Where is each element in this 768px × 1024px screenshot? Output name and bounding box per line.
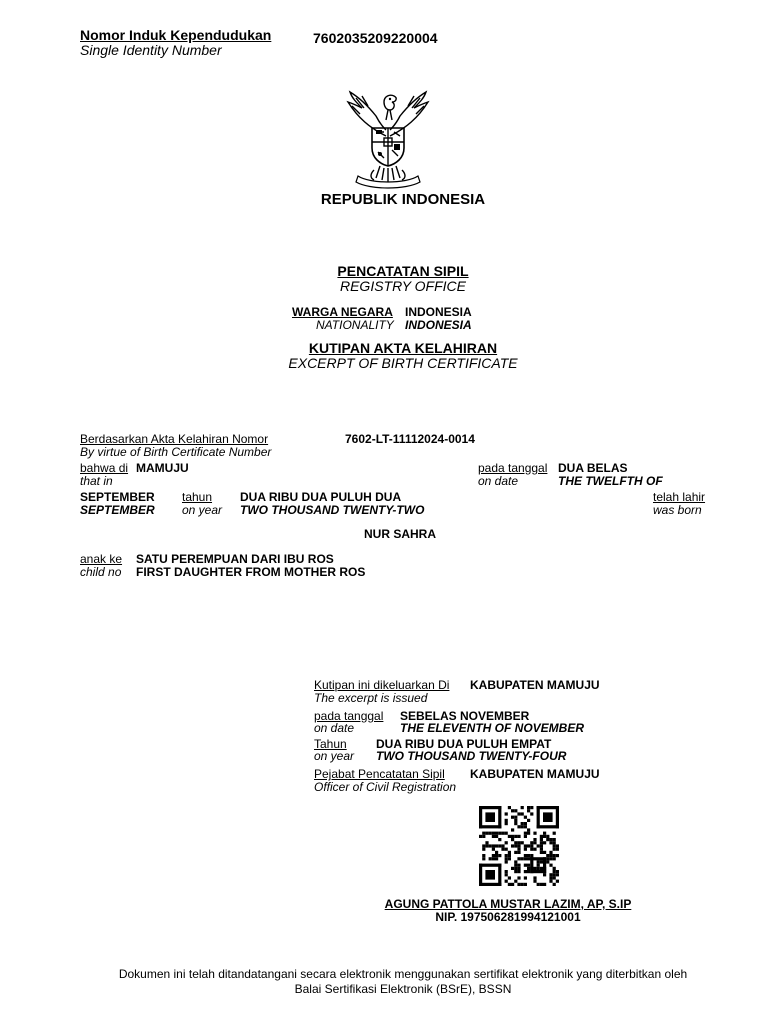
officer-label-en: Officer of Civil Registration (314, 780, 457, 794)
issue-year-value: DUA RIBU DUA PULUH EMPAT (376, 737, 552, 751)
officer-label: Pejabat Pencatatan Sipil (314, 767, 445, 781)
footer-note (0, 967, 768, 997)
child-name: NUR SAHRA (364, 527, 436, 541)
registry-office-label: PENCATATAN SIPIL (337, 263, 469, 279)
birth-year-label: tahun (182, 490, 213, 504)
basis-value: 7602-LT-11112024-0014 (345, 432, 475, 446)
issue-date-value: SEBELAS NOVEMBER (400, 709, 530, 723)
birth-day-value: DUA BELAS (558, 461, 628, 475)
document-title: KUTIPAN AKTA KELAHIRAN (308, 340, 498, 356)
issue-year-value-en: TWO THOUSAND TWENTY-FOUR (376, 749, 567, 763)
child-order-value: SATU PEREMPUAN DARI IBU ROS (136, 552, 334, 566)
issued-at-label: Kutipan ini dikeluarkan Di (314, 678, 450, 692)
basis-label: Berdasarkan Akta Kelahiran Nomor (80, 432, 269, 446)
issued-at-value: KABUPATEN MAMUJU (470, 678, 600, 692)
garuda-emblem-icon (340, 88, 436, 190)
nationality-label: WARGA NEGARA (292, 305, 393, 319)
issue-date-label-en: on date (314, 721, 355, 735)
signatory-nip: NIP. 197506281994121001 (435, 910, 581, 924)
birth-year-value-en: TWO THOUSAND TWENTY-TWO (240, 503, 425, 517)
nationality-label-en: NATIONALITY (316, 318, 394, 332)
issue-year-label-en: on year (314, 749, 355, 763)
birth-date-label-en: on date (478, 474, 519, 488)
nik-label-en: Single Identity Number (80, 42, 222, 58)
qr-code-icon[interactable] (479, 806, 559, 886)
birth-month-value-en: SEPTEMBER (80, 503, 155, 517)
republic-title: REPUBLIK INDONESIA (320, 191, 486, 208)
basis-label-en: By virtue of Birth Certificate Number (80, 445, 272, 459)
born-label-en: was born (653, 503, 702, 517)
child-order-label: anak ke (80, 552, 123, 566)
child-order-value-en: FIRST DAUGHTER FROM MOTHER ROS (136, 565, 366, 579)
issued-at-label-en: The excerpt is issued (314, 691, 428, 705)
place-label-en: that in (80, 474, 113, 488)
signatory-name: AGUNG PATTOLA MUSTAR LAZIM, AP, S.IP (384, 897, 632, 911)
footer-line-1: Dokumen ini telah ditandatangani secara elektronik menggunakan sertifikat elektronik yang diterbitkan oleh (118, 967, 688, 981)
registry-office-label-en: REGISTRY OFFICE (339, 278, 466, 294)
birth-year-label-en: on year (182, 503, 223, 517)
nationality-value-en: INDONESIA (405, 318, 472, 332)
birth-year-value: DUA RIBU DUA PULUH DUA (240, 490, 402, 504)
issue-date-label: pada tanggal (314, 709, 384, 723)
place-label: bahwa di (80, 461, 129, 475)
birth-month-value: SEPTEMBER (80, 490, 155, 504)
born-label: telah lahir (653, 490, 706, 504)
footer-line-2: Balai Sertifikasi Elektronik (BSrE), BSSN (294, 982, 512, 996)
child-order-label-en: child no (80, 565, 122, 579)
birth-date-label: pada tanggal (478, 461, 548, 475)
birth-day-value-en: THE TWELFTH OF (558, 474, 663, 488)
place-value: MAMUJU (136, 461, 189, 475)
document-title-en: EXCERPT OF BIRTH CERTIFICATE (288, 355, 518, 371)
officer-value: KABUPATEN MAMUJU (470, 767, 600, 781)
nik-value: 7602035209220004 (313, 30, 438, 46)
issue-year-label: Tahun (314, 737, 347, 751)
issue-date-value-en: THE ELEVENTH OF NOVEMBER (400, 721, 585, 735)
nationality-value: INDONESIA (405, 305, 472, 319)
nik-label: Nomor Induk Kependudukan (80, 27, 272, 43)
